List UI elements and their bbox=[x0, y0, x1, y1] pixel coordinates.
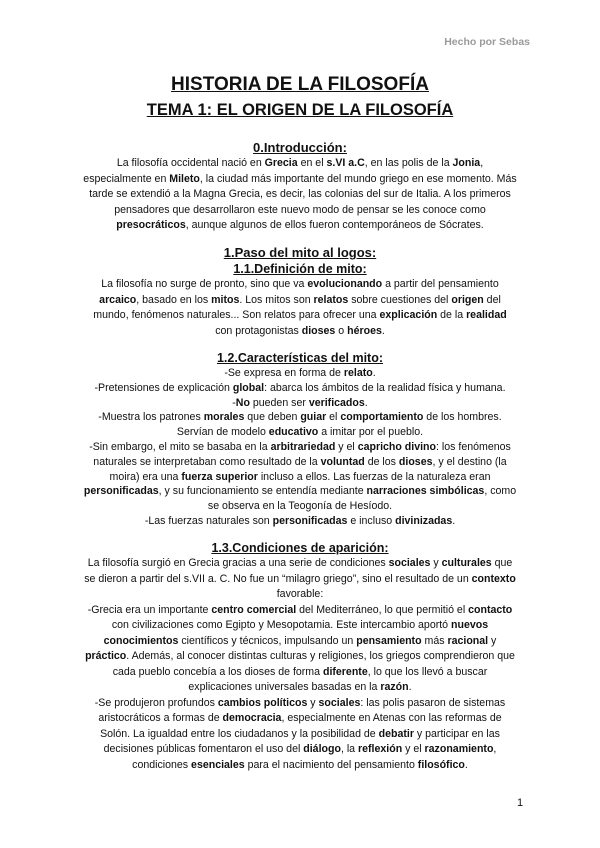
text: cada pueblo concebía a los dioses de forma bbox=[112, 665, 323, 678]
section-body bbox=[40, 277, 560, 339]
text-line bbox=[40, 484, 560, 499]
section-body bbox=[40, 556, 560, 773]
text: . bbox=[372, 367, 376, 379]
text: , y el destino (la bbox=[432, 455, 507, 468]
text: La filosofía occidental nació en bbox=[116, 157, 265, 169]
text: : las polis pasaron de sistemas bbox=[360, 696, 506, 709]
bold-text: mitos bbox=[211, 293, 240, 306]
text: y el bbox=[335, 440, 358, 453]
text: para el nacimiento del pensamiento bbox=[244, 758, 418, 771]
text: -Se produjeron profundos bbox=[94, 696, 218, 709]
bold-text: personificadas bbox=[83, 485, 159, 498]
text: del bbox=[483, 293, 501, 306]
page-number: 1 bbox=[517, 797, 524, 809]
text: , especialmente en Atenas con las reformas de bbox=[281, 712, 502, 724]
bold-text: filosófico bbox=[417, 758, 465, 771]
text: Solón. La igualdad entre los ciudadanos y la posibilidad de bbox=[100, 727, 379, 740]
text: que deben bbox=[244, 411, 301, 424]
text: e incluso bbox=[347, 514, 396, 527]
text-line bbox=[40, 440, 560, 455]
bold-text: guiar bbox=[300, 411, 327, 424]
bold-text: dioses bbox=[301, 324, 336, 337]
text: explicaciones universales basadas en la bbox=[188, 681, 381, 693]
bold-text: relato bbox=[343, 367, 373, 379]
text: La filosofía surgió en Grecia gracias a una serie de condiciones bbox=[87, 557, 389, 569]
text: que bbox=[491, 557, 513, 569]
bold-text: capricho divino bbox=[357, 440, 436, 453]
text: y bbox=[307, 696, 319, 709]
text-line bbox=[40, 172, 560, 188]
document-title: HISTORIA DE LA FILOSOFÍA bbox=[171, 74, 429, 95]
text: con civilizaciones como Egipto y Mesopotamia. Este intercambio aportó bbox=[111, 619, 452, 631]
text-line bbox=[40, 324, 560, 340]
bold-text: No bbox=[235, 396, 250, 409]
bold-text: razonamiento bbox=[424, 743, 494, 755]
document-subtitle: TEMA 1: EL ORIGEN DE LA FILOSOFÍA bbox=[146, 101, 454, 119]
text-line bbox=[40, 293, 560, 309]
section-heading: 1.Paso del mito al logos: bbox=[223, 245, 377, 260]
text: y bbox=[488, 634, 497, 647]
bold-text: realidad bbox=[466, 309, 507, 321]
text: , aunque algunos de ellos fueron contemporáneos de Sócrates. bbox=[185, 219, 484, 231]
text: con protagonistas bbox=[215, 324, 302, 337]
text-line bbox=[40, 649, 560, 665]
text-line bbox=[40, 696, 560, 712]
text: -Las fuerzas naturales son bbox=[144, 514, 273, 527]
text: moira) era una bbox=[109, 470, 182, 483]
text-line bbox=[40, 381, 560, 396]
text-line bbox=[40, 618, 560, 634]
text-line bbox=[40, 711, 560, 727]
text-line bbox=[40, 603, 560, 619]
text: naturales se interpretaban como resultado de la bbox=[93, 455, 321, 468]
text-line bbox=[40, 187, 560, 203]
section-introduccion bbox=[40, 139, 560, 234]
author-note: Hecho por Sebas bbox=[444, 36, 530, 48]
text-line bbox=[40, 758, 560, 774]
bold-text: evolucionando bbox=[307, 278, 383, 290]
bold-text: relatos bbox=[313, 293, 349, 306]
bold-text: origen bbox=[451, 293, 484, 306]
bold-text: global bbox=[232, 381, 265, 394]
text: o bbox=[335, 324, 348, 337]
text: . bbox=[381, 324, 385, 337]
bold-text: debatir bbox=[378, 727, 414, 740]
text: de los bbox=[364, 455, 399, 468]
text: - bbox=[232, 396, 236, 409]
text-line bbox=[40, 410, 560, 425]
bold-text: cambios políticos bbox=[217, 696, 308, 709]
text: : los fenómenos bbox=[436, 440, 511, 453]
text: se dieron a partir del s.VII a. C. No fue un “milagro griego”, sino el resultado de un bbox=[84, 572, 472, 585]
text: , bbox=[493, 743, 497, 755]
text: , y su funcionamiento se entendía mediante bbox=[158, 485, 367, 498]
text: el bbox=[326, 411, 341, 424]
bold-text: héroes bbox=[347, 324, 382, 337]
bold-text: conocimientos bbox=[103, 634, 179, 647]
section-mito-logos bbox=[40, 244, 560, 339]
text: -Grecia era un importante bbox=[87, 603, 212, 616]
text-line bbox=[40, 203, 560, 219]
section-heading: 0.Introducción: bbox=[253, 140, 347, 155]
text: especialmente en bbox=[83, 172, 170, 185]
bold-text: diálogo bbox=[303, 743, 341, 755]
bold-text: racional bbox=[447, 634, 489, 647]
text: . Los mitos son bbox=[239, 293, 314, 306]
bold-text: explicación bbox=[379, 309, 438, 321]
bold-text: dioses bbox=[398, 455, 433, 468]
text: . Además, al conocer distintas culturas y religiones, los griegos comprendieron que bbox=[126, 650, 515, 662]
text-line bbox=[40, 470, 560, 485]
text-line bbox=[40, 308, 560, 324]
text: -Se expresa en forma de bbox=[224, 367, 344, 379]
bold-text: Mileto bbox=[169, 172, 200, 185]
subsection-heading: 1.3.Condiciones de aparición: bbox=[211, 541, 389, 555]
bold-text: s.VI a.C bbox=[326, 157, 365, 169]
bold-text: nuevos bbox=[451, 619, 489, 631]
text: : abarca los ámbitos de la realidad física y humana. bbox=[264, 381, 506, 394]
bold-text: educativo bbox=[268, 426, 319, 439]
bold-text: sociales bbox=[318, 696, 361, 709]
text: , la ciudad más importante del mundo griego en ese momento. Más bbox=[199, 172, 517, 185]
text-line bbox=[40, 156, 560, 172]
text-line bbox=[40, 665, 560, 681]
subsection-heading: 1.2.Características del mito: bbox=[216, 351, 384, 365]
bold-text: diferente bbox=[322, 665, 368, 678]
text: condiciones bbox=[132, 758, 192, 771]
bold-text: verificados bbox=[308, 396, 365, 409]
text-line bbox=[40, 587, 560, 603]
bold-text: arbitrariedad bbox=[270, 440, 336, 453]
text: a partir del pensamiento bbox=[382, 278, 499, 290]
bold-text: narraciones simbólicas bbox=[366, 485, 485, 498]
text: , basado en los bbox=[136, 293, 212, 306]
text: y participar en las bbox=[413, 727, 500, 740]
text-line bbox=[40, 556, 560, 572]
bold-text: Grecia bbox=[264, 157, 298, 169]
text: y bbox=[430, 557, 442, 569]
text-line bbox=[40, 366, 560, 381]
text-line bbox=[40, 742, 560, 758]
bold-text: centro comercial bbox=[211, 603, 297, 616]
text: decisiones públicas fomentaron el uso del bbox=[103, 743, 304, 755]
bold-text: contexto bbox=[471, 572, 516, 585]
text-line bbox=[40, 396, 560, 411]
text: , la bbox=[340, 743, 359, 755]
text-line bbox=[40, 499, 560, 514]
bold-text: democracia bbox=[222, 712, 282, 724]
bold-text: pensamiento bbox=[356, 634, 422, 647]
text: -Muestra los patrones bbox=[98, 411, 204, 424]
section-caracteristicas bbox=[40, 350, 560, 529]
bold-text: reflexión bbox=[358, 743, 403, 755]
text: . bbox=[464, 758, 468, 771]
bold-text: práctico bbox=[85, 650, 127, 662]
bold-text: contacto bbox=[468, 603, 513, 616]
bold-text: presocráticos bbox=[116, 219, 186, 231]
bold-text: fuerza superior bbox=[181, 470, 258, 483]
text: . bbox=[408, 681, 412, 693]
text: pensadores que desarrollaron este nuevo modo de pensar se les conoce como bbox=[114, 203, 486, 216]
text: más bbox=[421, 634, 448, 647]
bold-text: divinizadas bbox=[395, 514, 453, 527]
text: aristocráticos a formas de bbox=[98, 712, 223, 724]
text: incluso a ellos. Las fuerzas de la naturaleza eran bbox=[257, 470, 491, 483]
section-body bbox=[40, 366, 560, 529]
section-condiciones bbox=[40, 540, 560, 773]
text: , bbox=[480, 157, 484, 169]
bold-text: personificadas bbox=[272, 514, 348, 527]
text: , en las polis de la bbox=[364, 157, 453, 169]
text: en el bbox=[297, 157, 327, 169]
text: sobre cuestiones del bbox=[348, 293, 452, 306]
bold-text: morales bbox=[203, 411, 245, 424]
bold-text: razón bbox=[380, 681, 409, 693]
bold-text: Jonia bbox=[452, 157, 481, 169]
text-line bbox=[40, 218, 560, 234]
text-line bbox=[40, 455, 560, 470]
text: La filosofía no surge de pronto, sino que va bbox=[101, 278, 308, 290]
text: -Sin embargo, el mito se basaba en la bbox=[89, 440, 271, 453]
text: de los hombres. bbox=[423, 411, 502, 424]
text: pueden ser bbox=[249, 396, 309, 409]
text: a imitar por el pueblo. bbox=[318, 426, 424, 439]
text: . bbox=[452, 514, 456, 527]
text: . bbox=[364, 396, 368, 409]
text: Servían de modelo bbox=[176, 426, 269, 439]
text-line bbox=[40, 425, 560, 440]
text-line bbox=[40, 514, 560, 529]
text-line bbox=[40, 680, 560, 696]
text: de la bbox=[437, 309, 467, 321]
text: se observa en la Teogonía de Hesíodo. bbox=[207, 500, 393, 513]
text: , lo que los llevó a buscar bbox=[367, 665, 488, 678]
text-line bbox=[40, 634, 560, 650]
bold-text: sociales bbox=[388, 557, 431, 569]
bold-text: arcaico bbox=[99, 293, 137, 306]
text-line bbox=[40, 277, 560, 293]
section-body bbox=[40, 156, 560, 234]
text-line bbox=[40, 727, 560, 743]
text: y el bbox=[402, 743, 425, 755]
text: del Mediterráneo, lo que permitió el bbox=[296, 603, 469, 616]
text: -Pretensiones de explicación bbox=[94, 381, 233, 394]
text: , como bbox=[484, 485, 517, 498]
subsection-heading: 1.1.Definición de mito: bbox=[233, 262, 367, 276]
text: favorable: bbox=[276, 588, 324, 600]
bold-text: voluntad bbox=[320, 455, 365, 468]
text: científicos y técnicos, impulsando un bbox=[178, 634, 357, 647]
text: mundo, fenómenos naturales... Son relatos para ofrecer una bbox=[93, 309, 380, 321]
bold-text: esenciales bbox=[191, 758, 245, 771]
bold-text: culturales bbox=[441, 557, 492, 569]
bold-text: comportamiento bbox=[340, 411, 424, 424]
text-line bbox=[40, 572, 560, 588]
text: tarde se extendió a la Magna Grecia, es decir, las colonias del sur de Italia. A los primeros bbox=[89, 188, 511, 200]
